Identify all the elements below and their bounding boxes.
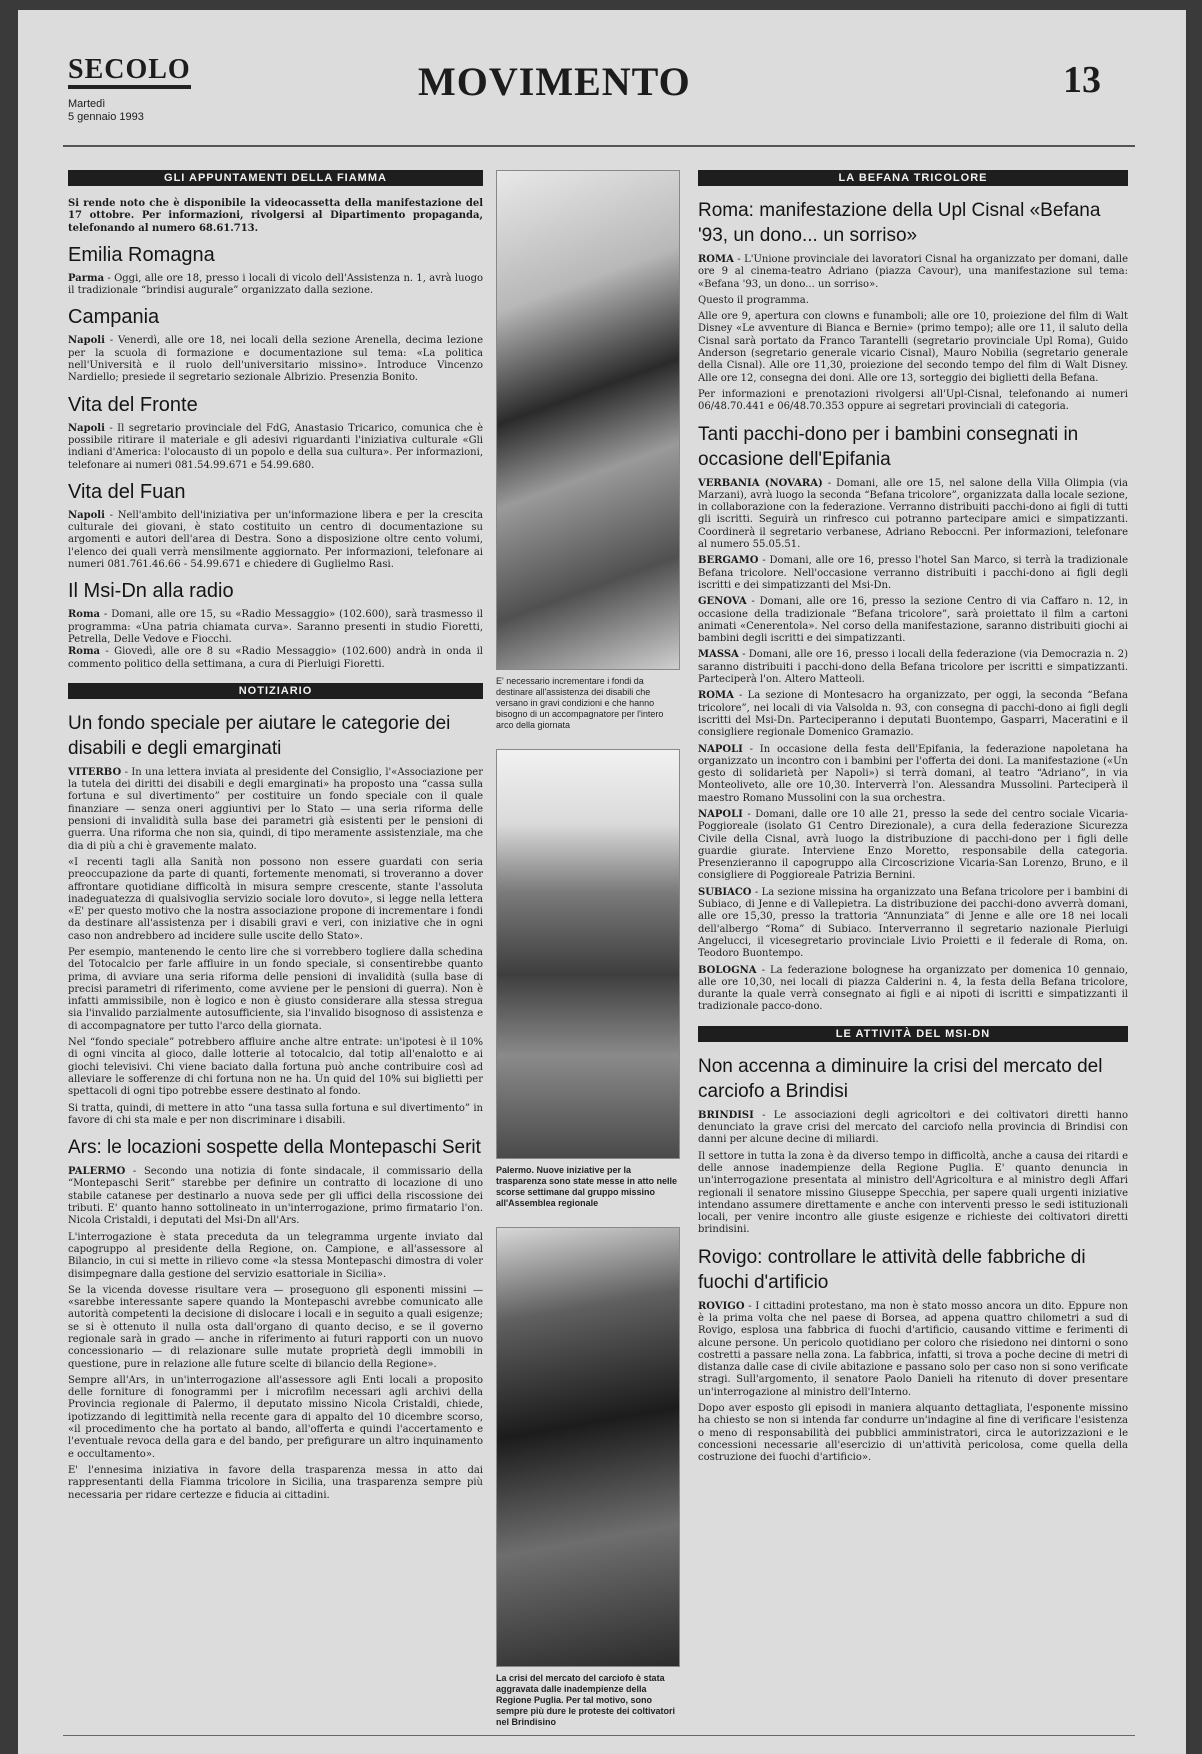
article-ars-p5: E' l'ennesima iniziativa in favore della trasparenza messa in atto dai rappresentanti della Fiamma tricolore in Sicilia, una trasparenza sempre più necessaria per ridare certezze e fiducia ai cittadini.	[68, 1464, 483, 1501]
article-fondo-p5: Si tratta, quindi, di mettere in atto “una tassa sulla fortuna e sul divertimento” in favore di chi sta male e per non discriminare i disabili.	[68, 1102, 483, 1126]
issue-full-date: 5 gennaio 1993	[68, 111, 144, 123]
photo-palermo-cathedral	[496, 749, 680, 1159]
article-brindisi-p2: Il settore in tutta la zona è da diverso tempo in difficoltà, anche a causa dei ritardi e delle annose inadempienze della Regione Puglia. E' quanto denuncia in un'interrogazione presentata al ministro dell'Agricoltura e al ministro degli Affari regionali il senatore missino Giuseppe Specchia, per sapere quali urgenti iniziative intendano assumere direttamente e anche con interventi presso le sedi istituzionali locali, per venire incontro alle giuste esigenze e richieste dei coltivatori diretti brindisini.	[698, 1150, 1128, 1236]
article-befana-p3: Alle ore 9, apertura con clowns e funamboli; alle ore 10, proiezione del film di Walt Disney «Le avventure di Bianca e Bernie» (primo tempo); alle ore 11, il saluto della Cisnal sarà portato da Franco Tarantelli (segretario provinciale Upl Roma), Guido Anderson (segretario generale vicario Cisnal), Mauro Nobilia (segretario generale della Cisnal). Alle ore 11,30, proiezione del secondo tempo del film di Walt Disney. Alle ore 12, consegna dei doni. Alle ore 13, sorteggio dei biglietti della Befana.	[698, 311, 1128, 384]
issue-day: Martedì	[68, 98, 106, 110]
article-ars-p4: Sempre all'Ars, in un'interrogazione all'assessore agli Enti locali a proposito delle forniture di fonogrammi per i microfilm necessari agli archivi della Provincia regionale di Palermo, il deputato missino Nicola Cristaldi, chiede, ipotizzando di legittimità nella recente gara di appalto del 10 dicembre scorso, «il procedimento che ha portato al bando, all'offerta e quindi l'accertamento e l'eventuale revoca della gara e del bando, per prefigurare un altro inquinamento e occultamento».	[68, 1374, 483, 1460]
article-fondo-p4: Nel “fondo speciale” potrebbero affluire anche altre entrate: un'ipotesi è il 10% di ogni vincita al gioco, dalle lotterie al totocalcio, dal totip all'enalotto e ai giochi televisivi. Chi viene baciato dalla fortuna può anche contribuire così ad alleviare le sofferenze di chi fortuna non ne ha. Un quid del 10% sui biglietti per spettacoli di ogni tipo potrebbe essere destinato al fondo.	[68, 1037, 483, 1098]
article-brindisi-p1: BRINDISI - Le associazioni degli agricoltori e dei coltivatori diretti hanno denunciato la grave crisi del mercato del carciofo nella provincia di Brindisi con danni per alcune decine di miliardi.	[698, 1109, 1128, 1146]
heading-campania: Campania	[68, 306, 160, 329]
heading-vita-del-fuan: Vita del Fuan	[68, 480, 186, 503]
article-rovigo-p1: ROVIGO - I cittadini protestano, ma non è stato mosso ancora un dito. Eppure non è la prima volta che nel paese di Borsea, ad appena quattro chilometri a sud di Rovigo, esplosa una fabbrica di fuochi d'artificio, causando vittime e ferimenti di alcune persone. Un pericolo quotidiano per coloro che risiedono nei dintorni o sono costretti a passare nella zona. La fabbrica, infatti, si trova a poche decine di metri di distanza dalle case di civile abitazione e passano solo per caso non si sono verificate stragi. Sull'argomento, il senatore Paolo Danieli ha ritenuto di dover presentare un'interrogazione al ministro dell'Interno.	[698, 1300, 1128, 1398]
caption-disabili: E' necessario incrementare i fondi da destinare all'assistenza dei disabili che versano in gravi condizioni e che hanno bisogno di un accompagnatore per l'intero arco della giornata	[496, 676, 664, 730]
item-verbania: VERBANIA (NOVARA) - Domani, alle ore 15, nel salone della Villa Olimpia (via Marzani), avrà luogo la seconda “Befana tricolore”, organizzata dalla locale sezione, in collaborazione con la federazione. Verranno distribuiti pacchi-dono ai figli di tutti gli iscritti. Seguirà un rinfresco cui potranno partecipare amici e simpatizzanti. Coordinerà il segretario verbanese, Adriano Reboccni. Per informazioni, telefonare al numero 55.05.51.	[698, 477, 1128, 551]
heading-msi-radio: Il Msi-Dn alla radio	[68, 580, 234, 603]
article-ars-p3: Se la vicenda dovesse risultare vera — proseguono gli esponenti missini — «sarebbe interessante sapere quando la Montepaschi avrebbe comunicato alle autorità competenti la decisione di dislocare i locali e in seguito a quali esigenze; se si è ottenuto il nulla osta dall'organo di quanto deciso, e se il governo regionale sarà in grado — anche in riferimento ai futuri rapporti con un nuovo concessionario — di relazionare sulle mutate proprietà degli immobili in questione, pure in relazione alle future scelte di bilancio della Regione».	[68, 1284, 483, 1370]
newspaper-logo: SECOLO	[68, 55, 191, 89]
paragraph-roma-radio-2: Roma - Giovedì, alle ore 8 su «Radio Messaggio» (102.600) andrà in onda il commento politico della settimana, a cura di Pierluigi Fioretti.	[68, 646, 483, 670]
section-bar-notiziario: NOTIZIARIO	[68, 683, 483, 699]
paragraph-napoli-campania: Napoli - Venerdì, alle ore 18, nei locali della sezione Arenella, decima lezione per la scuola di formazione e documentazione sul tema: «La politica nell'Università e il ruolo dell'universitario missino». Introduce Vincenzo Nardiello; presiede il segretario sezionale Albrizio. Presenzia Bonito.	[68, 335, 483, 384]
article-befana-p4: Per informazioni e prenotazioni rivolgersi all'Upl-Cisnal, telefonando ai numeri 06/48.70.441 e 06/48.70.353 oppure ai segretari provinciali di categoria.	[698, 388, 1128, 413]
photo-mother-and-son	[496, 170, 680, 670]
heading-vita-del-fronte: Vita del Fronte	[68, 393, 198, 416]
article-fondo-p3: Per esempio, mantenendo le cento lire che si vorrebbero togliere dalla schedina del Totocalcio per farle affluire in un fondo speciale, si consentirebbe quanto prima, di avviare una seria riforma delle pensioni di invalidità (sulla base di precisi parametri di riferimento, come avviene per le pensioni di guerra). Non è infatti ammissibile, non è logico e non è giusto considerare alla stessa stregua sia l'invalido parzialmente autosufficiente, sia l'invalido bisognoso di assistenza e di accompagnatore per tutto l'arco della giornata.	[68, 946, 483, 1032]
paragraph-parma: Parma - Oggi, alle ore 18, presso i locali di vicolo dell'Assistenza n. 1, avrà luogo il tradizionale “brindisi augurale” organizzato dalla sezione.	[68, 272, 483, 297]
masthead-rule	[63, 145, 1135, 147]
masthead	[18, 10, 1186, 140]
page-number: 13	[1063, 59, 1101, 101]
issue-date	[68, 98, 144, 124]
left-column	[68, 170, 483, 1730]
paragraph-roma-radio-1: Roma - Domani, alle ore 15, su «Radio Messaggio» (102.600), sarà trasmesso il programma: «Una patria chiamata curva». Saranno presenti in studio Fioretti, Petrella, Delle Vedove e Fiocchi.	[68, 609, 483, 645]
headline-fondo-speciale: Un fondo speciale per aiutare le categorie dei disabili e degli emarginati	[68, 712, 451, 759]
right-column	[698, 170, 1128, 1730]
caption-palermo: Palermo. Nuove iniziative per la trasparenza sono state messe in atto nelle scorse settimane dal gruppo missino all'Assemblea regionale	[496, 1165, 678, 1208]
intro-paragraph: Si rende noto che è disponibile la videocassetta della manifestazione del 17 ottobre. Per informazioni, rivolgersi al Dipartimento propaganda, telefonando al numero 68.61.713.	[68, 198, 483, 234]
article-fondo-p1: VITERBO - In una lettera inviata al presidente del Consiglio, l'«Associazione per la tutela dei diritti dei disabili e degli emarginati» ha proposto una “cassa sulla fortuna e sul divertimento” per costituire un fondo speciale con il quale finanziare — senza oneri aggiuntivi per lo Stato — una seria riforma delle pensioni di invalidità sulla base dei parametri già esistenti per le pensioni di guerra. Una riforma che non sia, quindi, di tipo meramente assistenziale, ma che dia di più a chi è gravemente malato.	[68, 766, 483, 852]
article-befana-p2: Questo il programma.	[698, 294, 809, 306]
photo-column	[496, 170, 680, 1730]
article-befana-p1: ROMA - L'Unione provinciale dei lavoratori Cisnal ha organizzato per domani, dalle ore 9 al cinema-teatro Adriano (piazza Cavour), una manifestazione sul tema: «Befana '93, un dono... un sorriso».	[698, 254, 1128, 290]
section-bar-befana: LA BEFANA TRICOLORE	[698, 170, 1128, 186]
article-ars-p1: PALERMO - Secondo una notizia di fonte sindacale, il commissario della “Montepaschi Serit” starebbe per definire un contratto di locazione di uno stabile catanese per destinarlo a nuova sede per gli uffici della riscossione dei tributi. E' quanto hanno sottolineato in un'interrogazione, primo firmatario l'on. Nicola Cristaldi, i deputati del Msi-Dn all'Ars.	[68, 1166, 483, 1227]
caption-carciofo: La crisi del mercato del carciofo è stata aggravata dalle inadempienze della Regione Puglia. Per tal motivo, sono sempre più dure le proteste dei coltivatori nel Brindisino	[496, 1673, 676, 1727]
photo-artichoke-farmer	[496, 1227, 680, 1667]
item-subiaco: SUBIACO - La sezione missina ha organizzato una Befana tricolore per i bambini di Subiaco, di Jenne e di Vallepietra. La distribuzione dei pacchi-dono avverrà domani, alle ore 15,30, presso la trattoria “Annunziata” di Jenne e alle ore 18 nei locali dell'albergo “Roma” di Subiaco. Interverranno il segretario nazionale Pierluigi Angelucci, il vicesegretario provinciale Livio Proietti e il federale di Roma, on. Teodoro Buontempo.	[698, 886, 1128, 960]
heading-emilia-romagna: Emilia Romagna	[68, 243, 215, 266]
article-fondo-p2: «I recenti tagli alla Sanità non possono non essere guardati con seria preoccupazione da parte di quanti, fortemente menomati, si troveranno a dover affrontare quotidiane difficoltà in misura sempre crescente, stante l'assoluta inadeguatezza di qualsivoglia servizio sociale loro dovuto», si legge nella lettera «E' per questo motivo che la nostra associazione propone di incrementare i fondi da destinare all'assistenza per i disabili gravi e veri, con iniziative che in ogni caso non andrebbero ad incidere sulle uscite dello Stato».	[68, 856, 483, 942]
paragraph-napoli-fronte: Napoli - Il segretario provinciale del FdG, Anastasio Tricarico, comunica che è possibile ritirare il materiale e gli adesivi riguardanti l'iniziativa culturale «Gli indiani d'America: l'olocausto di un popolo e della sua cultura». Per informazioni, telefonare ai numeri 081.54.99.671 e 54.99.680.	[68, 422, 483, 471]
item-bergamo: BERGAMO - Domani, alle ore 16, presso l'hotel San Marco, si terrà la tradizionale Befana tricolore. Nell'occasione verranno distribuiti i pacchi-dono ai figli degli iscritti e dei simpatizzanti del Msi-Dn.	[698, 555, 1128, 591]
article-rovigo-p2: Dopo aver esposto gli episodi in maniera alquanto dettagliata, l'esponente missino ha chiesto se non si intenda far condurre un'indagine al fine di verificare l'esistenza o meno di responsabilità dei pubblici amministratori, circa le autorizzazioni e le concessioni necessarie all'esercizio di un'attività pericolosa, come quella della costruzione dei fuochi d'artificio».	[698, 1403, 1128, 1464]
item-genova: GENOVA - Domani, alle ore 16, presso la sezione Centro di via Caffaro n. 12, in occasione della tradizionale “Befana tricolore”, sarà proiettato il film a cartoni animati «Cenerentola». Nel corso della manifestazione, saranno distribuiti giochi ai bambini degli iscritti e dei simpatizzanti.	[698, 596, 1128, 645]
item-bologna: BOLOGNA - La federazione bolognese ha organizzato per domenica 10 gennaio, alle ore 10,30, nei locali di piazza Calderini n. 4, la festa della Befana tricolore, durante la quale verrà consegnato ai figli e ai nipoti di iscritti e simpatizzanti il tradizionale pacco-dono.	[698, 964, 1128, 1013]
section-bar-attivita: LE ATTIVITÀ DEL MSI-DN	[698, 1026, 1128, 1042]
newspaper-page	[18, 10, 1186, 1754]
item-roma: ROMA - La sezione di Montesacro ha organizzato, per oggi, la seconda “Befana tricolore”, nei locali di via Valsolda n. 93, con consegna di pacchi-dono ai figli degli iscritti del Msi-Dn. Parteciperanno i deputati Buontempo, Gasparri, Maceratini e il consigliere regionale Domenico Gramazio.	[698, 690, 1128, 739]
article-ars-p2: L'interrogazione è stata preceduta da un telegramma urgente inviato dal capogruppo al presidente della Regione, on. Campione, e all'assessore al Bilancio, in cui si mette in rilievo come «la stessa Montepaschi dimostra di voler disimpegnare dalla gestione del servizio esattoriale in Sicilia».	[68, 1231, 483, 1280]
item-napoli-2: NAPOLI - Domani, dalle ore 10 alle 21, presso la sede del centro sociale Vicaria-Poggioreale (isolato G1 Centro Direzionale), a cura della federazione Sicurezza Civile della Cisnal, avrà luogo la distribuzione di pacchi-dono per i figli delle guardie giurate. Interviene Enzo Moretto, responsabile della categoria. Presenzieranno il capogruppo alla Circoscrizione Vicaria-San Lorenzo, Bruno, e il consigliere di Poggioreale Patrizia Bernini.	[698, 808, 1128, 882]
section-title: MOVIMENTO	[418, 59, 691, 104]
item-napoli-1: NAPOLI - In occasione della festa dell'Epifania, la federazione napoletana ha organizzato un incontro con i bambini per l'offerta dei doni. La manifestazione («Un gesto di solidarietà per Napoli») si terrà domani, al teatro “Adriano”, in via Monteoliveto, alle ore 10,30. Interverrà l'on. Alessandra Mussolini. Parteciperà il maestro Romano Mussolini con la sua orchestra.	[698, 743, 1128, 804]
bottom-rule	[63, 1735, 1135, 1736]
headline-rovigo-fuochi: Rovigo: controllare le attività delle fabbriche di fuochi d'artificio	[698, 1246, 1086, 1293]
headline-carciofo-brindisi: Non accenna a diminuire la crisi del mercato del carciofo a Brindisi	[698, 1055, 1103, 1102]
headline-roma-befana: Roma: manifestazione della Upl Cisnal «Befana '93, un dono... un sorriso»	[698, 200, 1101, 246]
paragraph-napoli-fuan: Napoli - Nell'ambito dell'iniziativa per un'informazione libera e per la crescita culturale dei giovani, è stato costituito un centro di documentazione su argomenti e autori dell'area di Destra. Sono a disposizione oltre cento volumi, l'elenco dei quali verrà mensilmente aggiornato. Per informazioni, telefonare ai numeri 081.761.46.66 - 54.99.671 e chiedere di Guglielmo Rasi.	[68, 509, 483, 571]
section-bar-appuntamenti: GLI APPUNTAMENTI DELLA FIAMMA	[68, 170, 483, 186]
headline-pacchi-dono: Tanti pacchi-dono per i bambini consegnati in occasione dell'Epifania	[698, 423, 1079, 470]
item-massa: MASSA - Domani, alle ore 16, presso i locali della federazione (via Democrazia n. 2) saranno distribuiti i pacchi-dono della Befana tricolore per iscritti e simpatizzanti. Parteciperà l'on. Altero Matteoli.	[698, 649, 1128, 686]
headline-ars-montepaschi: Ars: le locazioni sospette della Montepaschi Serit	[68, 1137, 481, 1159]
